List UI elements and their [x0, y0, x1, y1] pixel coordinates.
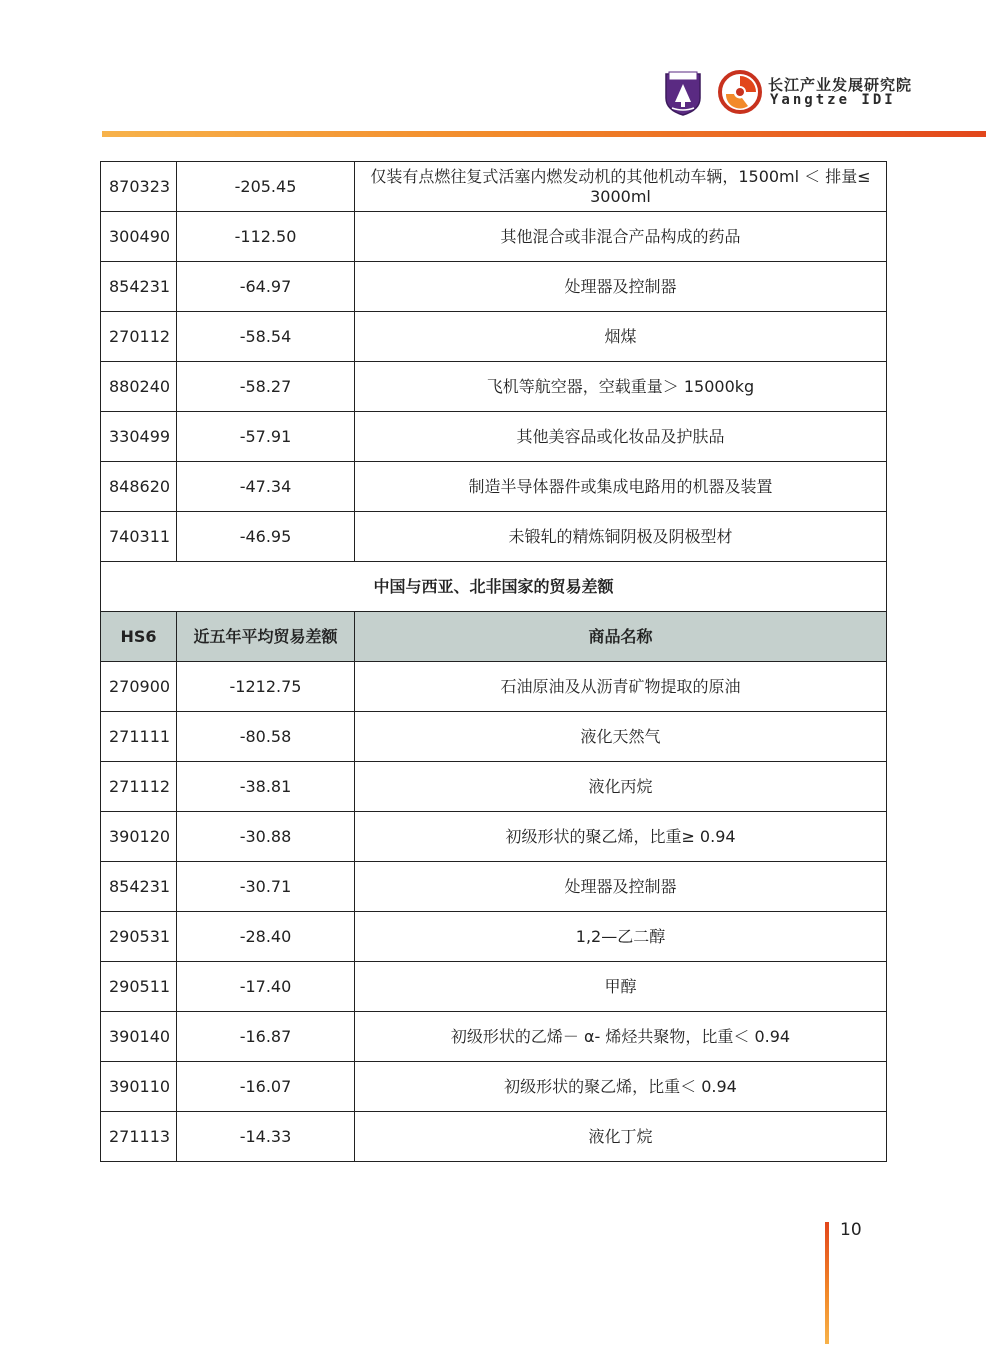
trade-balance-cell: -112.50: [177, 212, 355, 262]
product-name-cell: 其他混合或非混合产品构成的药品: [355, 212, 887, 262]
product-name-cell: 初级形状的聚乙烯，比重＜ 0.94: [355, 1062, 887, 1112]
trade-balance-cell: -16.87: [177, 1012, 355, 1062]
product-name-cell: 液化丁烷: [355, 1112, 887, 1162]
table-row: [101, 362, 887, 412]
trade-balance-cell: -47.34: [177, 462, 355, 512]
table-row: [101, 662, 887, 712]
trade-balance-cell: -14.33: [177, 1112, 355, 1162]
page-number-bar: [825, 1222, 829, 1344]
trade-balance-cell: -17.40: [177, 962, 355, 1012]
product-name-cell: 其他美容品或化妆品及护肤品: [355, 412, 887, 462]
trade-balance-cell: -58.54: [177, 312, 355, 362]
column-header-name: 商品名称: [355, 612, 887, 662]
hs6-code-cell: 880240: [101, 362, 177, 412]
table-row: [101, 412, 887, 462]
product-name-cell: 液化天然气: [355, 712, 887, 762]
trade-balance-cell: -16.07: [177, 1062, 355, 1112]
product-name-cell: 初级形状的聚乙烯，比重≥ 0.94: [355, 812, 887, 862]
hs6-code-cell: 271111: [101, 712, 177, 762]
table-row: [101, 712, 887, 762]
top-rows: [101, 162, 887, 562]
institute-name-en: Yangtze IDI: [770, 92, 896, 108]
table-row: [101, 1012, 887, 1062]
product-name-cell: 仅装有点燃往复式活塞内燃发动机的其他机动车辆，1500ml ＜ 排量≤ 3000ml: [355, 162, 887, 212]
institute-name-cn: 长江产业发展研究院: [768, 76, 913, 94]
table-row: [101, 512, 887, 562]
product-name-cell: 初级形状的乙烯－ α- 烯烃共聚物，比重＜ 0.94: [355, 1012, 887, 1062]
table-row: [101, 862, 887, 912]
trade-balance-table: [100, 161, 887, 1162]
table-row: [101, 962, 887, 1012]
yangtze-idi-logo: [718, 70, 762, 114]
trade-balance-cell: -38.81: [177, 762, 355, 812]
hs6-code-cell: 854231: [101, 862, 177, 912]
bottom-rows: [101, 662, 887, 1162]
hs6-code-cell: 290531: [101, 912, 177, 962]
university-logo: [664, 68, 702, 116]
table-row: [101, 912, 887, 962]
product-name-cell: 制造半导体器件或集成电路用的机器及装置: [355, 462, 887, 512]
hs6-code-cell: 330499: [101, 412, 177, 462]
trade-balance-cell: -28.40: [177, 912, 355, 962]
product-name-cell: 处理器及控制器: [355, 262, 887, 312]
table-row: [101, 1062, 887, 1112]
table-row: [101, 462, 887, 512]
table-row: [101, 762, 887, 812]
page-number: 10: [840, 1220, 862, 1240]
hs6-code-cell: 271113: [101, 1112, 177, 1162]
table-row: [101, 212, 887, 262]
hs6-code-cell: 271112: [101, 762, 177, 812]
hs6-code-cell: 390140: [101, 1012, 177, 1062]
table-row: [101, 812, 887, 862]
hs6-code-cell: 854231: [101, 262, 177, 312]
section-title: 中国与西亚、北非国家的贸易差额: [101, 562, 887, 612]
product-name-cell: 未锻轧的精炼铜阴极及阴极型材: [355, 512, 887, 562]
trade-balance-cell: -64.97: [177, 262, 355, 312]
trade-balance-cell: -46.95: [177, 512, 355, 562]
table-row: [101, 162, 887, 212]
hs6-code-cell: 390110: [101, 1062, 177, 1112]
trade-balance-cell: -57.91: [177, 412, 355, 462]
table-row: [101, 262, 887, 312]
trade-balance-cell: -1212.75: [177, 662, 355, 712]
hs6-code-cell: 300490: [101, 212, 177, 262]
hs6-code-cell: 270900: [101, 662, 177, 712]
column-header-hs6: HS6: [101, 612, 177, 662]
product-name-cell: 烟煤: [355, 312, 887, 362]
hs6-code-cell: 290511: [101, 962, 177, 1012]
product-name-cell: 1,2—乙二醇: [355, 912, 887, 962]
hs6-code-cell: 270112: [101, 312, 177, 362]
table-row: [101, 1112, 887, 1162]
table-row: [101, 312, 887, 362]
trade-balance-cell: -205.45: [177, 162, 355, 212]
hs6-code-cell: 848620: [101, 462, 177, 512]
product-name-cell: 液化丙烷: [355, 762, 887, 812]
column-header-row: [101, 612, 887, 662]
hs6-code-cell: 870323: [101, 162, 177, 212]
section-title-row: [101, 562, 887, 612]
product-name-cell: 石油原油及从沥青矿物提取的原油: [355, 662, 887, 712]
product-name-cell: 处理器及控制器: [355, 862, 887, 912]
column-header-value: 近五年平均贸易差额: [177, 612, 355, 662]
hs6-code-cell: 740311: [101, 512, 177, 562]
hs6-code-cell: 390120: [101, 812, 177, 862]
trade-balance-cell: -30.88: [177, 812, 355, 862]
trade-balance-cell: -80.58: [177, 712, 355, 762]
trade-balance-cell: -58.27: [177, 362, 355, 412]
product-name-cell: 甲醇: [355, 962, 887, 1012]
section: [101, 562, 887, 662]
header-divider: [102, 131, 986, 137]
trade-balance-cell: -30.71: [177, 862, 355, 912]
product-name-cell: 飞机等航空器，空载重量＞ 15000kg: [355, 362, 887, 412]
